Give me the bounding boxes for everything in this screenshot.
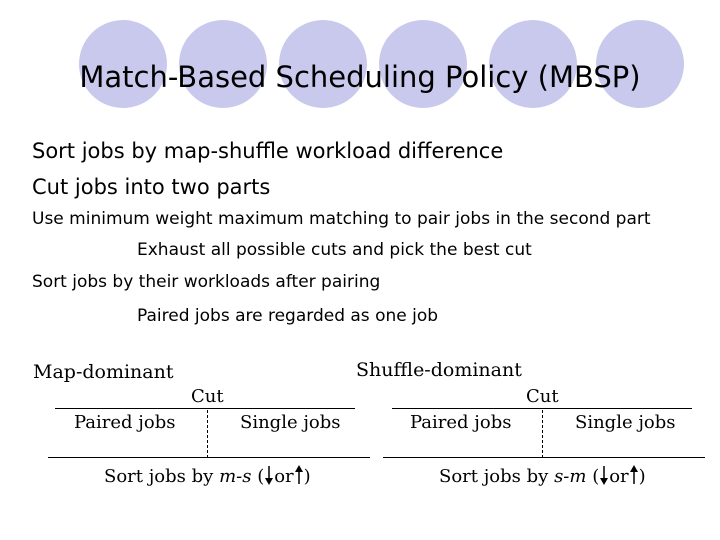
single-jobs-label: Single jobs xyxy=(575,412,676,433)
cut-line xyxy=(542,410,543,458)
up-arrow-icon xyxy=(629,465,639,485)
sort-variable: m-s xyxy=(219,466,252,487)
bullet-matching: Use minimum weight maximum matching to pair jobs in the second part xyxy=(32,209,651,229)
bullet-sort-after-pairing: Sort jobs by their workloads after pairing xyxy=(32,272,381,292)
bullet-paired-as-one: Paired jobs are regarded as one job xyxy=(137,306,439,326)
top-rule xyxy=(392,408,692,409)
down-arrow-icon xyxy=(599,465,609,485)
sort-label xyxy=(439,465,646,487)
sort-open-paren: ( xyxy=(257,466,265,487)
single-jobs-label: Single jobs xyxy=(240,412,341,433)
sort-or: or xyxy=(609,466,629,487)
sort-close-paren: ) xyxy=(638,466,646,487)
cut-label: Cut xyxy=(526,386,559,407)
sort-or: or xyxy=(274,466,294,487)
bottom-rule xyxy=(383,457,705,458)
slide-title: Match-Based Scheduling Policy (MBSP) xyxy=(79,60,641,94)
sort-variable: s-m xyxy=(554,466,587,487)
bullet-exhaust-cuts: Exhaust all possible cuts and pick the best cut xyxy=(137,240,532,260)
bullet-cut-jobs: Cut jobs into two parts xyxy=(32,175,271,199)
paired-jobs-label: Paired jobs xyxy=(74,412,176,433)
paired-jobs-label: Paired jobs xyxy=(410,412,512,433)
diagram-heading: Map-dominant xyxy=(33,361,174,383)
sort-close-paren: ) xyxy=(303,466,311,487)
bullet-sort-by-difference: Sort jobs by map-shuffle workload difference xyxy=(32,139,504,163)
sort-prefix: Sort jobs by xyxy=(104,466,214,487)
sort-open-paren: ( xyxy=(592,466,600,487)
sort-prefix: Sort jobs by xyxy=(439,466,549,487)
cut-label: Cut xyxy=(191,386,224,407)
diagram-heading: Shuffle-dominant xyxy=(356,359,522,381)
